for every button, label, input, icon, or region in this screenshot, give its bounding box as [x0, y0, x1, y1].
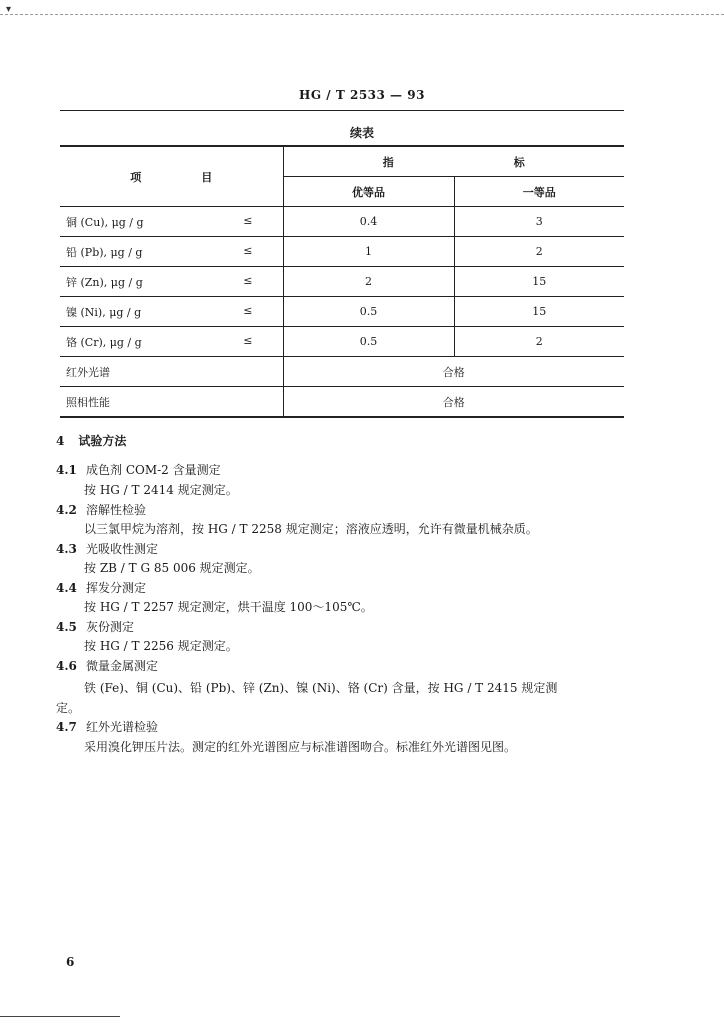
table-row: 镍 (Ni), μg / g ≤ 0.5 15	[60, 297, 624, 327]
subsection-text: 按 HG / T 2256 规定测定。	[84, 639, 238, 653]
subsection-text: 按 HG / T 2257 规定测定，烘干温度 100～105℃。	[84, 600, 373, 614]
scan-edge-bottom	[0, 1016, 120, 1017]
table-caption: 续表	[349, 126, 374, 140]
table-row-merged: 照相性能 合格	[60, 387, 624, 418]
table-row: 铜 (Cu), μg / g ≤ 0.4 3	[60, 207, 624, 237]
subsection-text: 铁 (Fe)、铜 (Cu)、铅 (Pb)、锌 (Zn)、镍 (Ni)、铬 (Cr) 含量，按 HG / T 2415 规定测	[84, 681, 558, 695]
table-row: 锌 (Zn), μg / g ≤ 2 15	[60, 267, 624, 297]
subsection-text-continued: 定。	[56, 701, 81, 715]
page-number: 6	[66, 955, 75, 969]
table-row: 铅 (Pb), μg / g ≤ 1 2	[60, 237, 624, 267]
scan-edge-top	[0, 14, 724, 15]
table-row-merged: 红外光谱 合格	[60, 357, 624, 387]
corner-mark: ▾	[6, 4, 12, 15]
subsection-text: 按 ZB / T G 85 006 规定测定。	[84, 561, 260, 575]
table-row: 铬 (Cr), μg / g ≤ 0.5 2	[60, 327, 624, 357]
subsection-text: 采用溴化钾压片法。测定的红外光谱图应与标准谱图吻合。标准红外光谱图见图。	[84, 740, 517, 754]
subsection-heading: 4.5 灰份测定	[56, 620, 135, 634]
subsection-text: 按 HG / T 2414 规定测定。	[84, 483, 238, 497]
specification-table	[60, 145, 624, 418]
grade-header-first: 一等品	[454, 177, 624, 207]
subsection-text: 以三氯甲烷为溶剂，按 HG / T 2258 规定测定；溶液应透明，允许有微量机械杂质。	[84, 522, 538, 536]
subsection-heading: 4.1 成色剂 COM-2 含量测定	[56, 463, 221, 477]
section-heading: 4 试验方法	[56, 434, 127, 448]
subsection-heading: 4.4 挥发分测定	[56, 581, 147, 595]
subsection-heading: 4.2 溶解性检验	[56, 503, 147, 517]
standard-code: HG / T 2533 — 93	[299, 88, 425, 102]
subsection-heading: 4.7 红外光谱检验	[56, 720, 159, 734]
grade-header-premium: 优等品	[283, 177, 454, 207]
item-header: 项 目	[60, 146, 283, 207]
index-header: 指 标	[283, 146, 624, 177]
subsection-heading: 4.3 光吸收性测定	[56, 542, 159, 556]
subsection-heading: 4.6 微量金属测定	[56, 659, 159, 673]
header-rule	[60, 110, 624, 111]
